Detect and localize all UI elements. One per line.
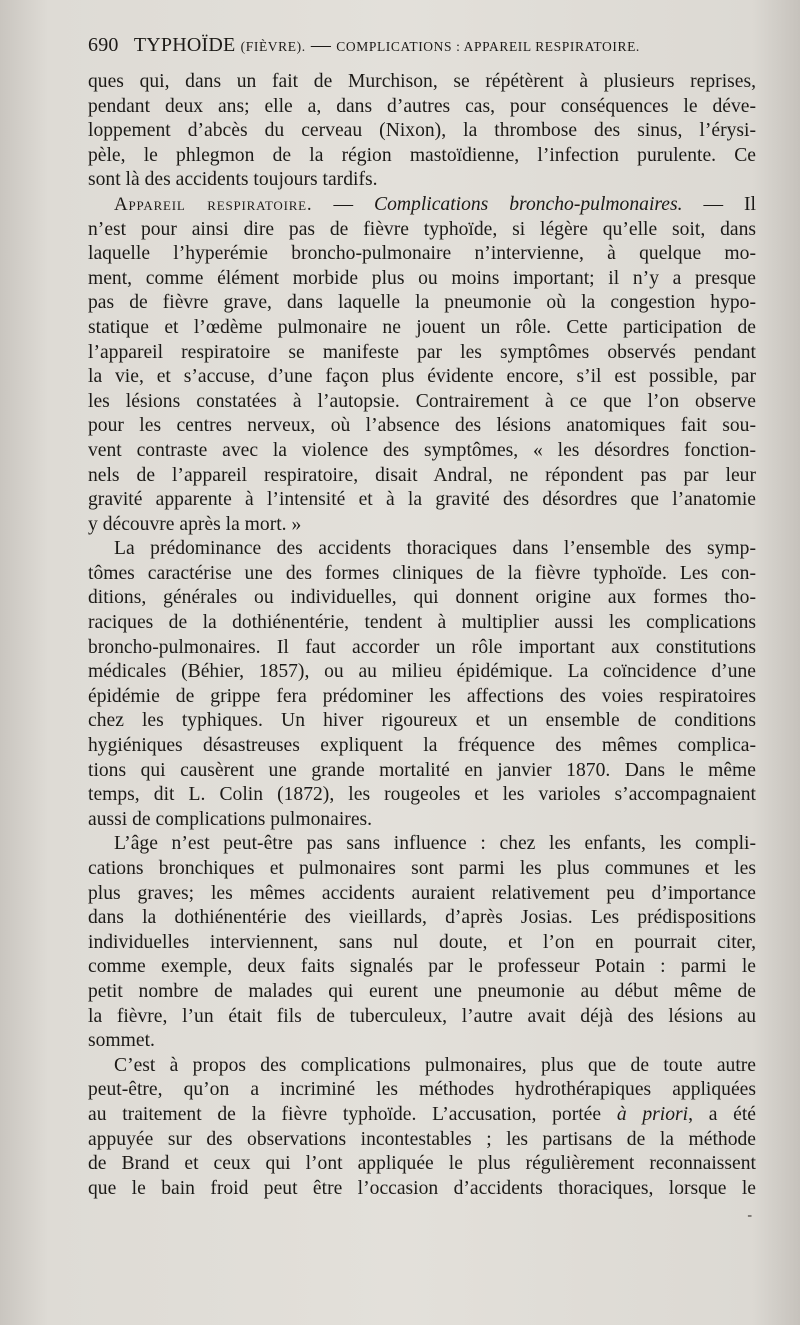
text-line: que le bain froid peut être l’occasion d’accidents thoraciques, lorsque le (88, 1177, 756, 1199)
running-header (88, 34, 788, 57)
text-line: tions qui causèrent une grande mortalité en janvier 1870. Dans le même (88, 759, 756, 781)
text-line: petit nombre de malades qui eurent une pneumonie au début même de (88, 980, 756, 1002)
text-line: de Brand et ceux qui l’ont appliquée le plus régulièrement reconnaissent (88, 1153, 756, 1175)
header-subtitle: (FIÈVRE). (240, 39, 306, 54)
text-line: C’est à propos des complications pulmonaires, plus que de toute autre (114, 1054, 756, 1076)
text-line (88, 193, 756, 218)
text-line (88, 1103, 756, 1128)
header-title: TYPHOÏDE (133, 34, 236, 56)
text-line: nels de l’appareil respiratoire, disait Andral, ne répondent pas par leur (88, 464, 756, 486)
text-line: broncho-pulmonaires. Il faut accorder un rôle important aux constitutions (88, 636, 756, 658)
text-line: laquelle l’hyperémie broncho-pulmonaire n’intervienne, à quelque mo- (88, 243, 756, 265)
text-line: plus graves; les mêmes accidents auraient relativement peu d’importance (88, 882, 756, 904)
text-line: comme exemple, deux faits signalés par le professeur Potain : parmi le (88, 956, 756, 978)
text-line: appuyée sur des observations incontestables ; les partisans de la méthode (88, 1128, 756, 1150)
page-number: 690 (88, 34, 119, 56)
text-line: n’est pour ainsi dire pas de fièvre typhoïde, si légère qu’elle soit, dans (88, 218, 756, 240)
text-segment: au traitement de la fièvre typhoïde. L’accusation, portée (88, 1103, 617, 1125)
text-line: peut-être, qu’on a incriminé les méthodes hydrothérapiques appliquées (88, 1079, 756, 1101)
text-line: individuelles interviennent, sans nul doute, et l’on en pourrait citer, (88, 931, 756, 953)
text-line: pendant deux ans; elle a, dans d’autres cas, pour conséquences le déve- (88, 95, 756, 117)
text-line: épidémie de grippe fera prédominer les affections des voies respiratoires (88, 685, 756, 707)
text-line: statique et l’œdème pulmonaire ne jouent un rôle. Cette participation de (88, 316, 756, 338)
text-line: tômes caractérise une des formes cliniques de la fièvre typhoïde. Les con- (88, 562, 756, 584)
text-line: médicales (Béhier, 1857), ou au milieu épidémique. La coïncidence d’une (88, 661, 756, 683)
text-line: temps, dit L. Colin (1872), les rougeoles et les varioles s’accompagnaient (88, 784, 756, 806)
text-line: L’âge n’est peut-être pas sans influence : chez les enfants, les compli- (114, 833, 756, 855)
text-segment: , a été (688, 1103, 756, 1125)
text-line: aussi de complications pulmonaires. (88, 808, 373, 830)
text-line: ditions, générales ou individuelles, qui donnent origine aux formes tho- (88, 587, 756, 609)
text-line: pour les centres nerveux, où l’absence des lésions anatomiques fait sou- (88, 415, 756, 437)
text-line: y découvre après la mort. » (88, 513, 302, 535)
text-line: raciques de la dothiénentérie, tendent à multiplier aussi les complications (88, 612, 756, 634)
text-line: loppement d’abcès du cerveau (Nixon), la thrombose des sinus, l’érysi- (88, 120, 756, 142)
body-text (88, 70, 756, 1201)
section-title: Complications broncho-pulmonaires. (374, 193, 683, 215)
text-line: pas de fièvre grave, dans laquelle la pneumonie où la congestion hypo- (88, 292, 756, 314)
text-line: ques qui, dans un fait de Murchison, se répétèrent à plusieurs reprises, (88, 71, 756, 92)
text-line: dans la dothiénentérie des vieillards, d’après Josias. Les prédispositions (88, 907, 756, 929)
margin-mark: - (747, 1208, 752, 1223)
text-line: la vie, et s’accuse, d’une façon plus évidente encore, s’il est possible, par (88, 366, 756, 388)
text-line: sommet. (88, 1030, 155, 1052)
text-line: ment, comme élément morbide plus ou moins important; il n’y a presque (88, 267, 756, 289)
text-line: chez les typhiques. Un hiver rigoureux et un ensemble de conditions (88, 710, 756, 732)
text-line: l’appareil respiratoire se manifeste par les symptômes observés pendant (88, 341, 756, 363)
text-line: la fièvre, l’un était fils de tuberculeux, l’autre avait déjà des lésions au (88, 1005, 756, 1027)
text-line: cations bronchiques et pulmonaires sont parmi les plus communes et les (88, 858, 756, 879)
text-line: La prédominance des accidents thoraciques dans l’ensemble des symp- (114, 538, 756, 560)
section-rest: — Il (682, 193, 756, 215)
text-line: pèle, le phlegmon de la région mastoïdienne, l’infection purulente. Ce (88, 144, 756, 166)
text-line: les lésions constatées à l’autopsie. Contrairement à ce que l’on observe (88, 390, 756, 412)
text-line: vent contraste avec la violence des symptômes, « les désordres fonction- (88, 439, 756, 461)
text-line: hygiéniques désastreuses expliquent la fréquence des mêmes complica- (88, 735, 756, 757)
italic-phrase: à priori (616, 1103, 689, 1125)
header-dash: — (310, 34, 332, 56)
section-label: Appareil respiratoire. (114, 193, 313, 215)
text-line: gravité apparente à l’intensité et à la gravité des désordres que l’anatomie (88, 489, 756, 511)
section-dash: — (312, 193, 374, 215)
header-section: COMPLICATIONS : APPAREIL RESPIRATOIRE. (336, 39, 640, 54)
text-line: sont là des accidents toujours tardifs. (88, 169, 378, 191)
